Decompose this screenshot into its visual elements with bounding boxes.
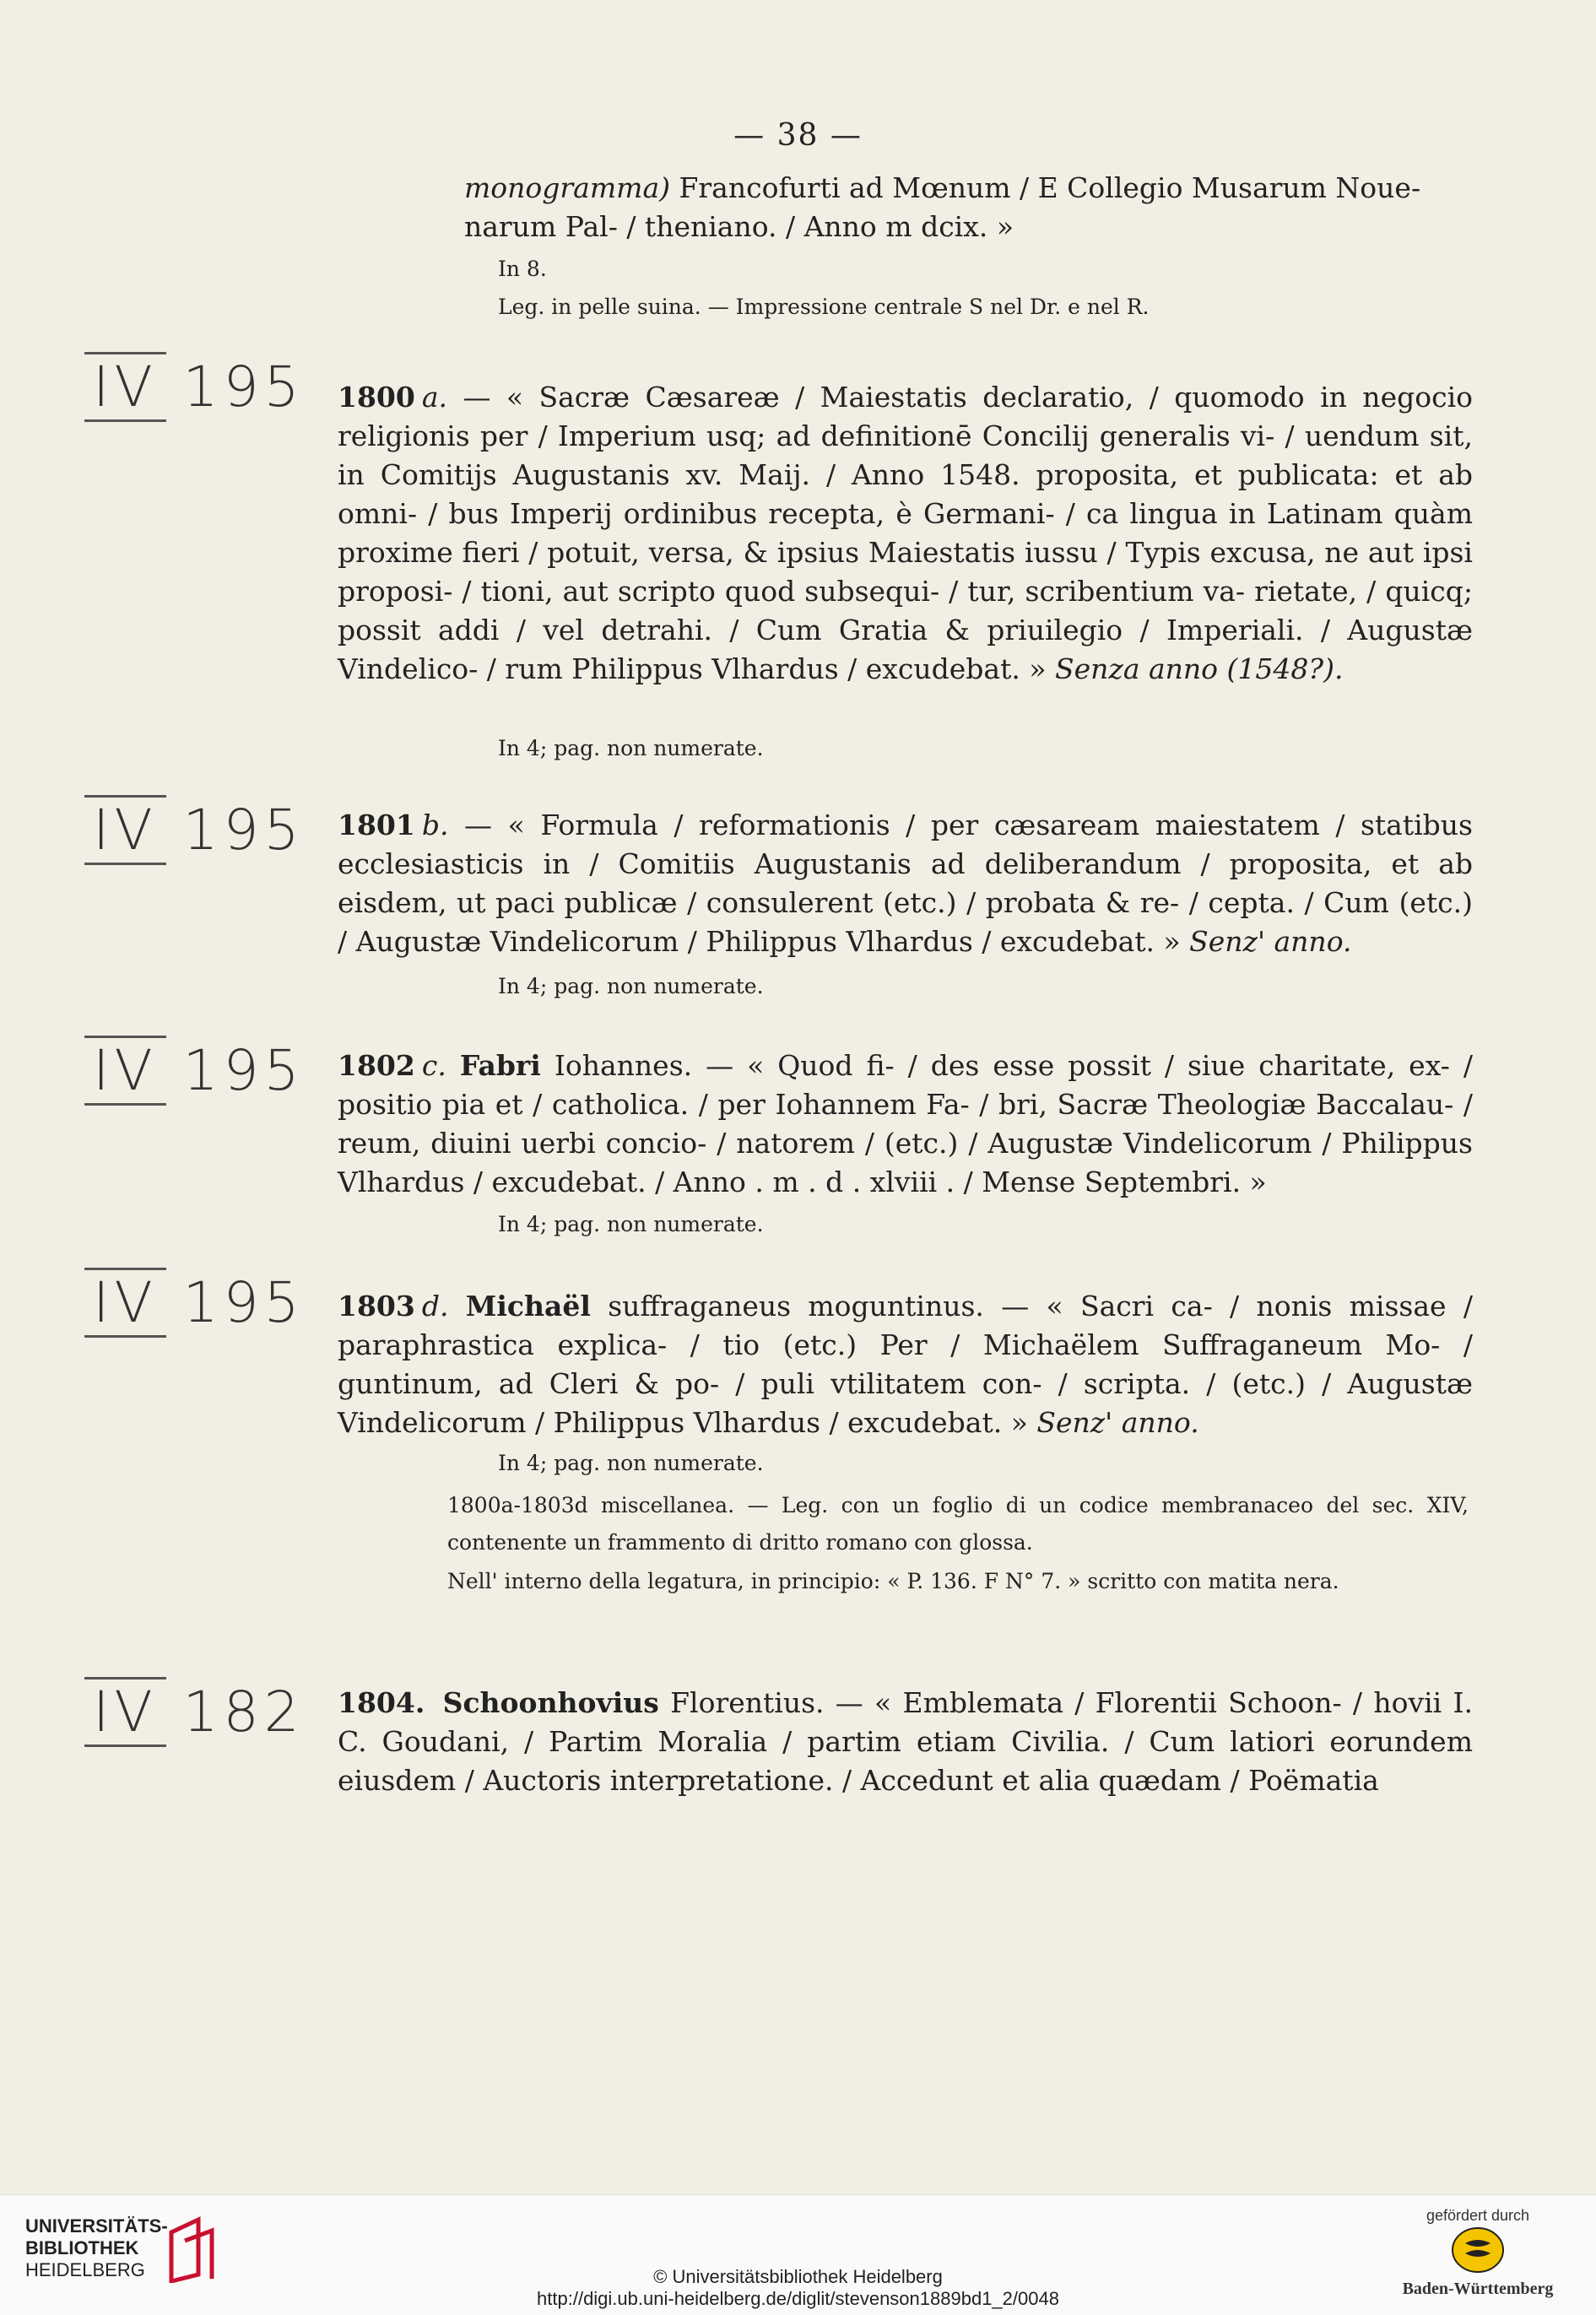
- continuation-italic: monogramma): [464, 171, 670, 204]
- state-coat-of-arms-icon: [1448, 2225, 1507, 2275]
- copyright-text: © Universitätsbibliothek Heidelberg: [653, 2266, 943, 2287]
- library-name-line3: HEIDELBERG: [25, 2259, 145, 2280]
- entry-note: In 4; pag. non numerate.: [498, 736, 764, 760]
- shelfmark-number: 195: [182, 1270, 305, 1335]
- entry-author: Schoonhovius: [442, 1686, 659, 1719]
- entry-note: In 4; pag. non numerate.: [498, 974, 764, 998]
- entry-1803d: [338, 1287, 1473, 1442]
- entry-number: 1802: [338, 1049, 415, 1082]
- shelfmark-number: 182: [182, 1679, 305, 1744]
- continuation-note-2: Leg. in pelle suina. — Impressione centrale S nel Dr. e nel R.: [498, 295, 1150, 319]
- handwritten-shelfmark: [84, 1270, 338, 1335]
- handwritten-shelfmark: [84, 1679, 338, 1744]
- shelfmark-number: 195: [182, 354, 305, 419]
- shelfmark-number: 195: [182, 1038, 305, 1103]
- entry-1800a: [338, 378, 1473, 689]
- entry-number: 1801: [338, 809, 415, 841]
- continuation-note-1: In 8.: [498, 257, 547, 281]
- miscellanea-note: 1800a-1803d miscellanea. — Leg. con un foglio di un codice membranaceo del sec. XIV, contenente un frammento di dritto romano con glossa.: [447, 1493, 1469, 1555]
- shelfmark-roman: IV: [84, 1268, 166, 1338]
- entry-letter: d.: [421, 1290, 449, 1322]
- entry-author: Michaël: [465, 1290, 591, 1322]
- shelfmark-roman: IV: [84, 795, 166, 865]
- sponsor-block: [1393, 2207, 1562, 2299]
- entry-text: — « Sacræ Cæsareæ / Maiestatis declaratio, / quomodo in negocio religionis per / Imperium usq; ad definitionē Concilij generalis vi- / uendum sit, in Comitijs Augustanis xv. Maij. / Anno 1548. proposita, et publicata: et ab omni- / bus Imperij ordinibus recepta, è Germani- / ca lingua in Latinam quàm proxime fieri / potuit, versa, & ipsius Maiestatis iussu / Typis excusa, ne aut ipsi proposi- / tioni, aut scripto quod subsequi- / tur, scribentium va- rietate, / quicq; possit addi / vel detrahi. / Cum Gratia & priuilegio / Imperiali. / Augustæ Vindelico- / rum Philippus Vlhardus / excudebat. »: [338, 381, 1473, 685]
- entry-tail: Senza anno (1548?).: [1055, 652, 1344, 685]
- continuation-line2: narum Pal- / theniano. / Anno m dcix. »: [464, 210, 1014, 243]
- copyright-block: [0, 2266, 1596, 2310]
- entry-note: In 4; pag. non numerate.: [498, 1451, 764, 1475]
- entry-note: In 4; pag. non numerate.: [498, 1212, 764, 1236]
- entry-letter: b.: [421, 809, 449, 841]
- library-name-line1: UNIVERSITÄTS-: [25, 2215, 168, 2237]
- entry-tail: Senz' anno.: [1189, 925, 1352, 958]
- entry-letter: a.: [421, 381, 448, 414]
- entry-number: 1803: [338, 1290, 415, 1322]
- library-name-line2: BIBLIOTHEK: [25, 2237, 139, 2258]
- page-number: — 38 —: [733, 118, 863, 153]
- handwritten-shelfmark: [84, 798, 338, 863]
- shelfmark-number: 195: [182, 798, 305, 863]
- continuation-line1: Francofurti ad Mœnum / E Collegio Musarum Noue-: [670, 171, 1421, 204]
- entry-1802c: [338, 1047, 1473, 1202]
- shelfmark-roman: IV: [84, 1036, 166, 1106]
- entry-text: Iohannes. — « Quod fi- / des esse possit / siue charitate, ex- / positio pia et / catholica. / per Iohannem Fa- / bri, Sacræ Theologiæ Baccalau- / reum, diuini uerbi concio- / natorem / (etc.) / Augustæ Vindelicorum / Philippus Vlhardus / excudebat. / Anno . m . d . xlviii . / Mense Septembri. »: [338, 1049, 1473, 1198]
- binding-note: Nell' interno della legatura, in principio: « P. 136. F N° 7. » scritto con matita nera.: [447, 1569, 1339, 1593]
- entry-author: Fabri: [459, 1049, 541, 1082]
- entry-number: 1800: [338, 381, 415, 414]
- permalink-url[interactable]: http://digi.ub.uni-heidelberg.de/diglit/stevenson1889bd1_2/0048: [537, 2288, 1059, 2309]
- handwritten-shelfmark: [84, 1038, 338, 1103]
- entry-tail: Senz' anno.: [1036, 1406, 1199, 1439]
- sponsor-label: gefördert durch: [1426, 2207, 1530, 2224]
- sponsor-state: Baden-Württemberg: [1402, 2280, 1554, 2298]
- entry-text: — « Formula / reformationis / per cæsaream maiestatem / statibus ecclesiasticis in / Comitiis Augustanis ad deliberandum / proposita, et ab eisdem, ut paci publicæ / consulerent (etc.) / probata & re- / cepta. / Cum (etc.) / Augustæ Vindelicorum / Philippus Vlhardus / excudebat. »: [338, 809, 1473, 958]
- entry-text: Florentius. — « Emblemata / Florentii Schoon- / hovii I. C. Goudani, / Partim Moralia / partim etiam Civilia. / Cum latiori eorundem eiusdem / Auctoris interpretatione. / Accedunt et alia quædam / Poëmatia: [338, 1686, 1473, 1797]
- entry-letter: c.: [421, 1049, 446, 1082]
- entry-number: 1804.: [338, 1686, 425, 1719]
- shelfmark-roman: IV: [84, 1677, 166, 1747]
- entry-text: suffraganeus moguntinus. — « Sacri ca- / nonis missae / paraphrastica explica- / tio (etc.) Per / Michaëlem Suffraganeum Mo- / guntinum, ad Cleri & po- / puli vtilitatem con- / scripta. / (etc.) / Augustæ Vindelicorum / Philippus Vlhardus / excudebat. »: [338, 1290, 1473, 1439]
- shelfmark-roman: IV: [84, 352, 166, 422]
- entry-1801b: [338, 806, 1473, 961]
- entry-continuation: [338, 169, 1473, 246]
- handwritten-shelfmark: [84, 354, 338, 419]
- entry-1804: [338, 1684, 1473, 1800]
